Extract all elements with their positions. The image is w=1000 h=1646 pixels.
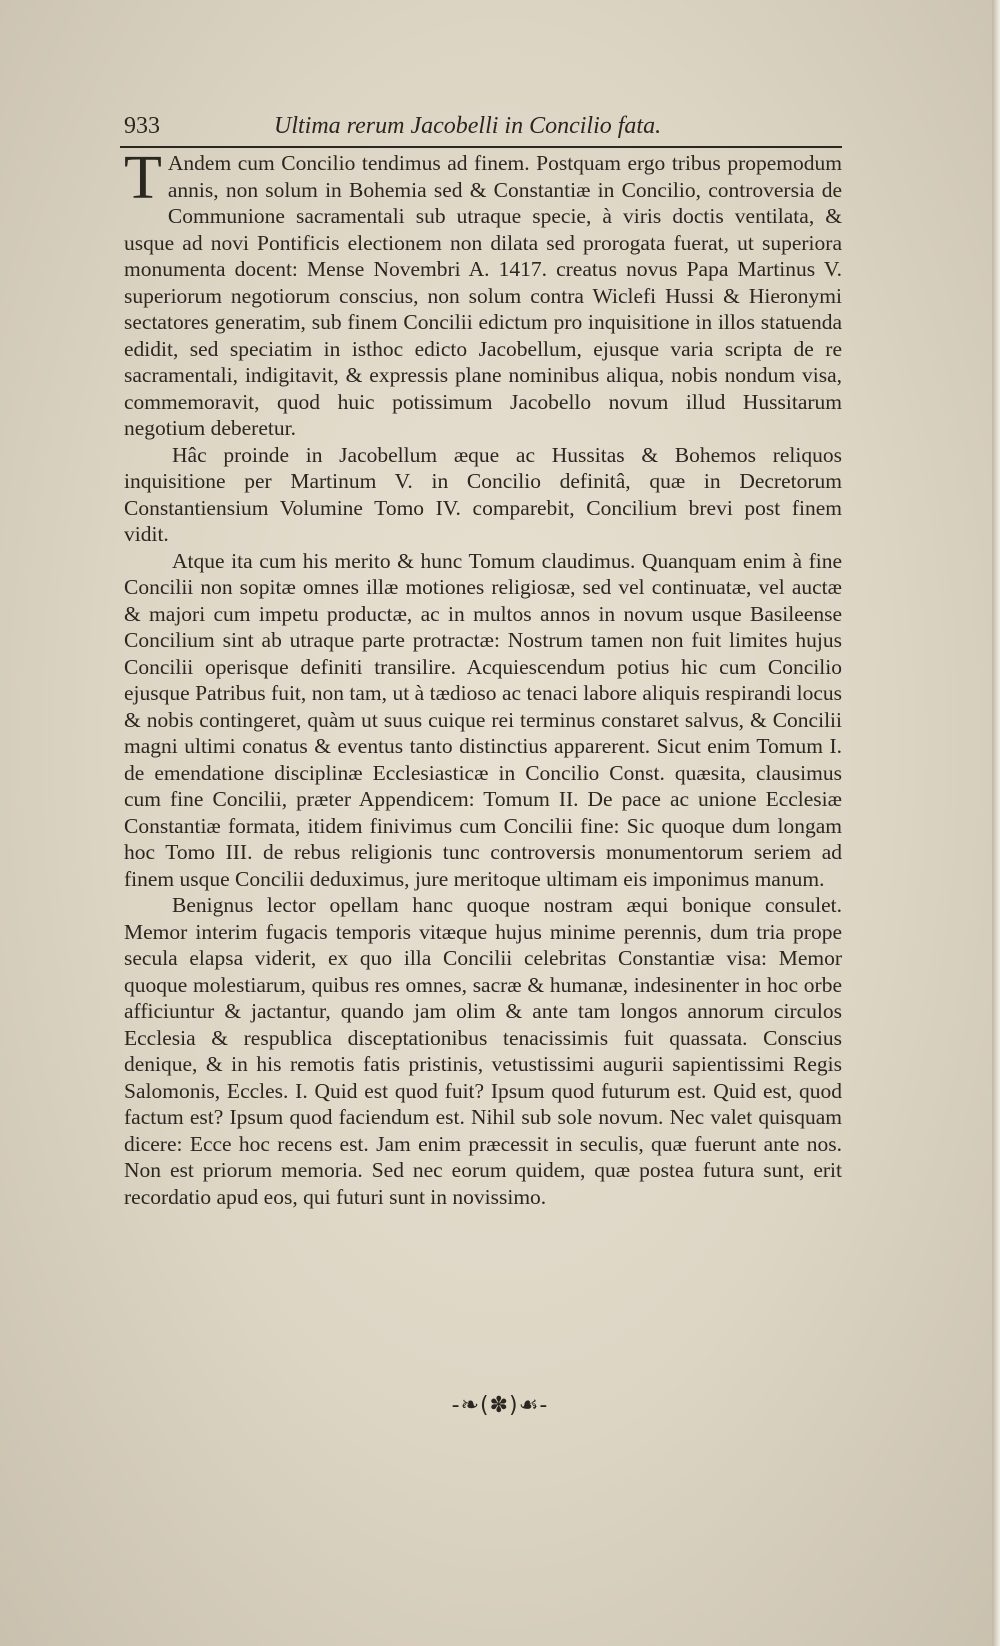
paragraph-2: Hâc proinde in Jacobellum æque ac Hussitas & Bohemos reliquos inquisitione per Martinum V. in Concilio definitâ, quæ in Decretorum Constantiensium Volumine Tomo IV. comparebit, Concilium brevi post finem vidit. (124, 442, 842, 546)
page-header (124, 110, 844, 142)
drop-cap: T (124, 144, 162, 212)
header-rule (120, 146, 842, 148)
page-number: 933 (124, 113, 160, 139)
running-title: Ultima rerum Jacobelli in Concilio fata. (274, 113, 662, 139)
paragraph-1-text: Andem cum Concilio tendimus ad finem. Postquam ergo tribus propemodum annis, non solum in Bohemia sed & Constantiæ in Concilio, controversia de Communione sacramentali sub utraque specie, à viris doctis ventilata, & usque ad novi Pontificis electionem non dilata sed prorogata fuerat, ut superiora monumenta docent: Mense Novembri A. 1417. creatus novus Papa Martinus V. superiorum negotiorum conscius, non solum contra Wiclefi Hussi & Hieronymi sectatores generatim, sub finem Concilii edictum pro inquisitione in illos statuenda edidit, sed speciatim in isthoc edicto Jacobellum, ejusque varia scripta de re sacramentali, indigitavit, & expressis plane nominibus aliqua, nobis nondum visa, commemoravit, quod huic potissimum Jacobello novum illud Hussitarum negotium deberetur. (124, 151, 842, 440)
body-text (124, 144, 842, 1210)
end-ornament: -❧(✽)☙- (451, 1393, 549, 1418)
paragraph-4: Benignus lector opellam hanc quoque nostram æqui bonique consulet. Memor interim fugacis temporis vitæque hujus minime perennis, dum tria prope secula elapsa viderit, ex quo illa Concilii celebritas Constantiæ visa: Memor quoque molestiarum, quibus res omnes, sacræ & humanæ, indesinenter in hoc orbe afficiuntur & jactantur, quando jam olim & ante tam longos annorum circulos Ecclesia & respublica disceptationibus tenacissimis fuit quassata. Conscius denique, & in his remotis fatis pristinis, vetustissimi augurii sapientissimi Regis Salomonis, Eccles. I. Quid est quod fuit? Ipsum quod futurum est. Quid est, quod factum est? Ipsum quod faciendum est. Nihil sub sole novum. Nec valet quisquam dicere: Ecce hoc recens est. Jam enim præcessit in seculis, quæ fuerunt ante nos. Non est priorum memoria. Sed nec eorum quidem, quæ postea futura sunt, erit recordatio apud eos, qui futuri sunt in novissimo. (124, 893, 842, 1209)
paragraph-1 (124, 144, 842, 442)
paragraph-3: Atque ita cum his merito & hunc Tomum claudimus. Quanquam enim à fine Concilii non sopitæ omnes illæ motiones religiosæ, sed vel continuatæ, vel auctæ & majori cum impetu productæ, ac in multos annos in novum usque Basileense Concilium sint ab utraque parte protractæ: Nostrum tamen non fuit limites hujus Concilii operisque definiti transilire. Acquiescendum potius hic cum Concilio ejusque Patribus fuit, non tam, ut à tædioso ac tenaci labore aliquis respirandi locus & nobis contingeret, quàm ut suus cuique rei terminus constaret salvus, & Concilii magni ultimi conatus & eventus tanto distinctius apparerent. Sicut enim Tomum I. de emendatione disciplinæ Ecclesiasticæ in Concilio Const. quæsita, clausimus cum fine Concilii, præter Appendicem: Tomum II. De pace ac unione Ecclesiæ Constantiæ formata, itidem finivimus cum Concilii fine: Sic quoque dum longam hoc Tomo III. de rebus religionis tunc controversis monumentorum seriem ad finem usque Concilii deduximus, jure meritoque ultimam eis imponimus manum. (124, 548, 842, 891)
